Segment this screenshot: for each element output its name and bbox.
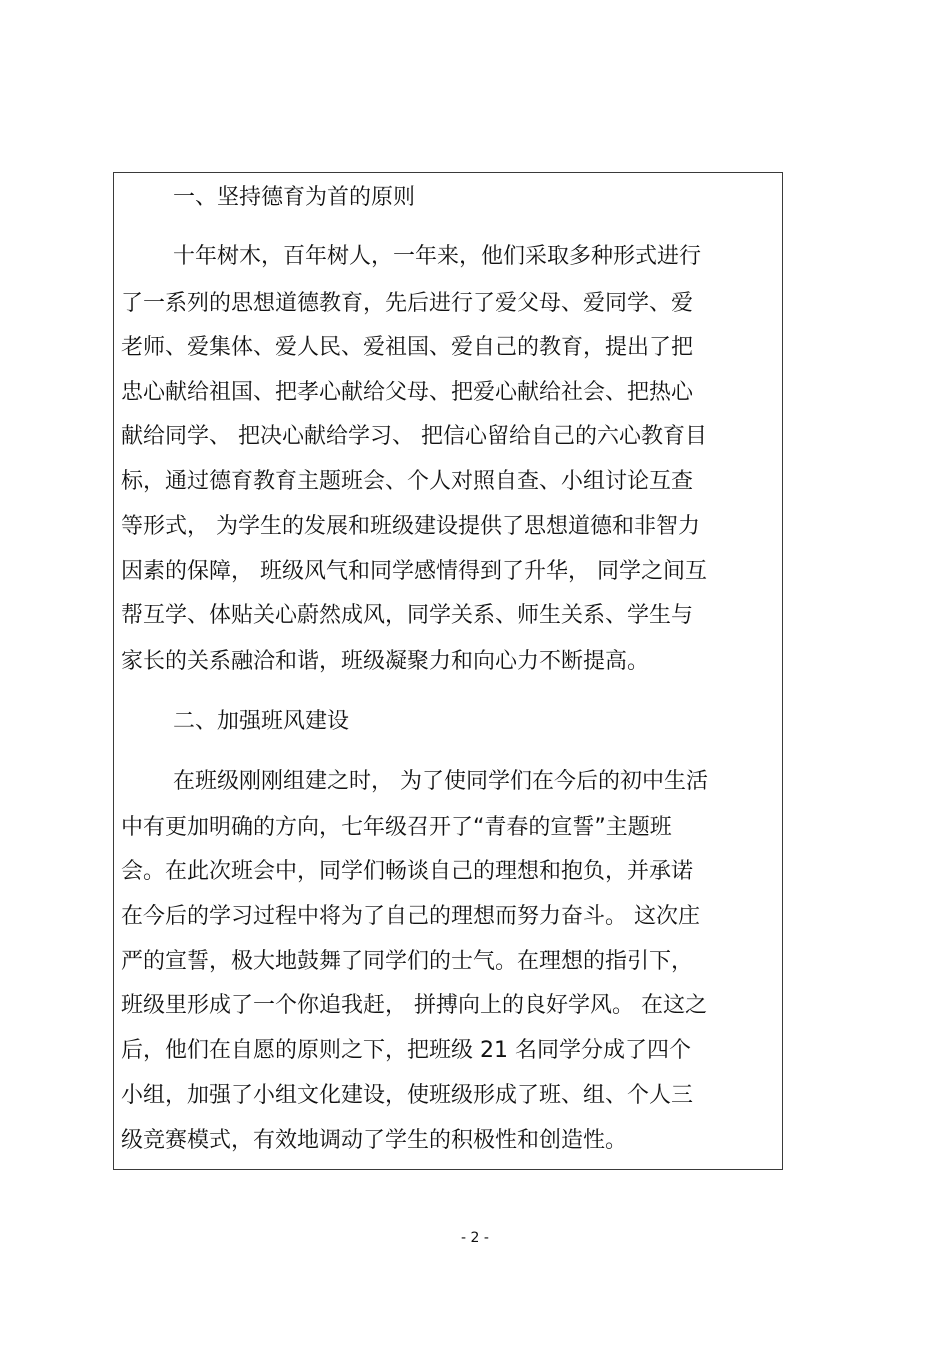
page-number: - 2 - [461,1230,489,1246]
paragraph-line: 小组，加强了小组文化建设，使班级形成了班、组、个人三 [121,1083,694,1108]
paragraph-line: 等形式， 为学生的发展和班级建设提供了思想道德和非智力 [121,514,700,539]
paragraph-line: 在班级刚刚组建之时， 为了使同学们在今后的初中生活 [173,769,708,794]
paragraph-line: 家长的关系融洽和谐，班级凝聚力和向心力不断提高。 [121,649,650,674]
paragraph-line: 因素的保障， 班级风气和同学感情得到了升华， 同学之间互 [121,559,707,584]
paragraph-line: 在今后的学习过程中将为了自己的理想而努力奋斗。 这次庄 [121,904,700,929]
paragraph-line: 后，他们在自愿的原则之下，把班级 21 名同学分成了四个 [121,1038,691,1063]
paragraph-line: 标，通过德育教育主题班会、个人对照自查、小组讨论互查 [121,469,694,494]
paragraph-line: 老师、爱集体、爱人民、爱祖国、爱自己的教育，提出了把 [121,335,694,360]
paragraph-line: 献给同学、 把决心献给学习、 把信心留给自己的六心教育目 [121,424,707,449]
paragraph-line: 班级里形成了一个你追我赶， 拼搏向上的良好学风。 在这之 [121,993,707,1018]
paragraph-line: 严的宣誓，极大地鼓舞了同学们的士气。在理想的指引下， [121,949,694,974]
paragraph-line: 帮互学、体贴关心蔚然成风，同学关系、师生关系、学生与 [121,603,694,628]
paragraph-line: 了一系列的思想道德教育，先后进行了爱父母、爱同学、爱 [121,291,694,316]
paragraph-line: 会。在此次班会中，同学们畅谈自己的理想和抱负，并承诺 [121,859,694,884]
paragraph-line: 级竞赛模式，有效地调动了学生的积极性和创造性。 [121,1128,628,1153]
section-heading: 二、加强班风建设 [173,709,350,734]
paragraph-line: 十年树木，百年树人，一年来，他们采取多种形式进行 [173,244,702,269]
paragraph-line: 中有更加明确的方向，七年级召开了“青春的宣誓”主题班 [121,815,672,840]
section-heading: 一、坚持德育为首的原则 [173,185,416,210]
paragraph-line: 忠心献给祖国、把孝心献给父母、把爱心献给社会、把热心 [121,380,694,405]
